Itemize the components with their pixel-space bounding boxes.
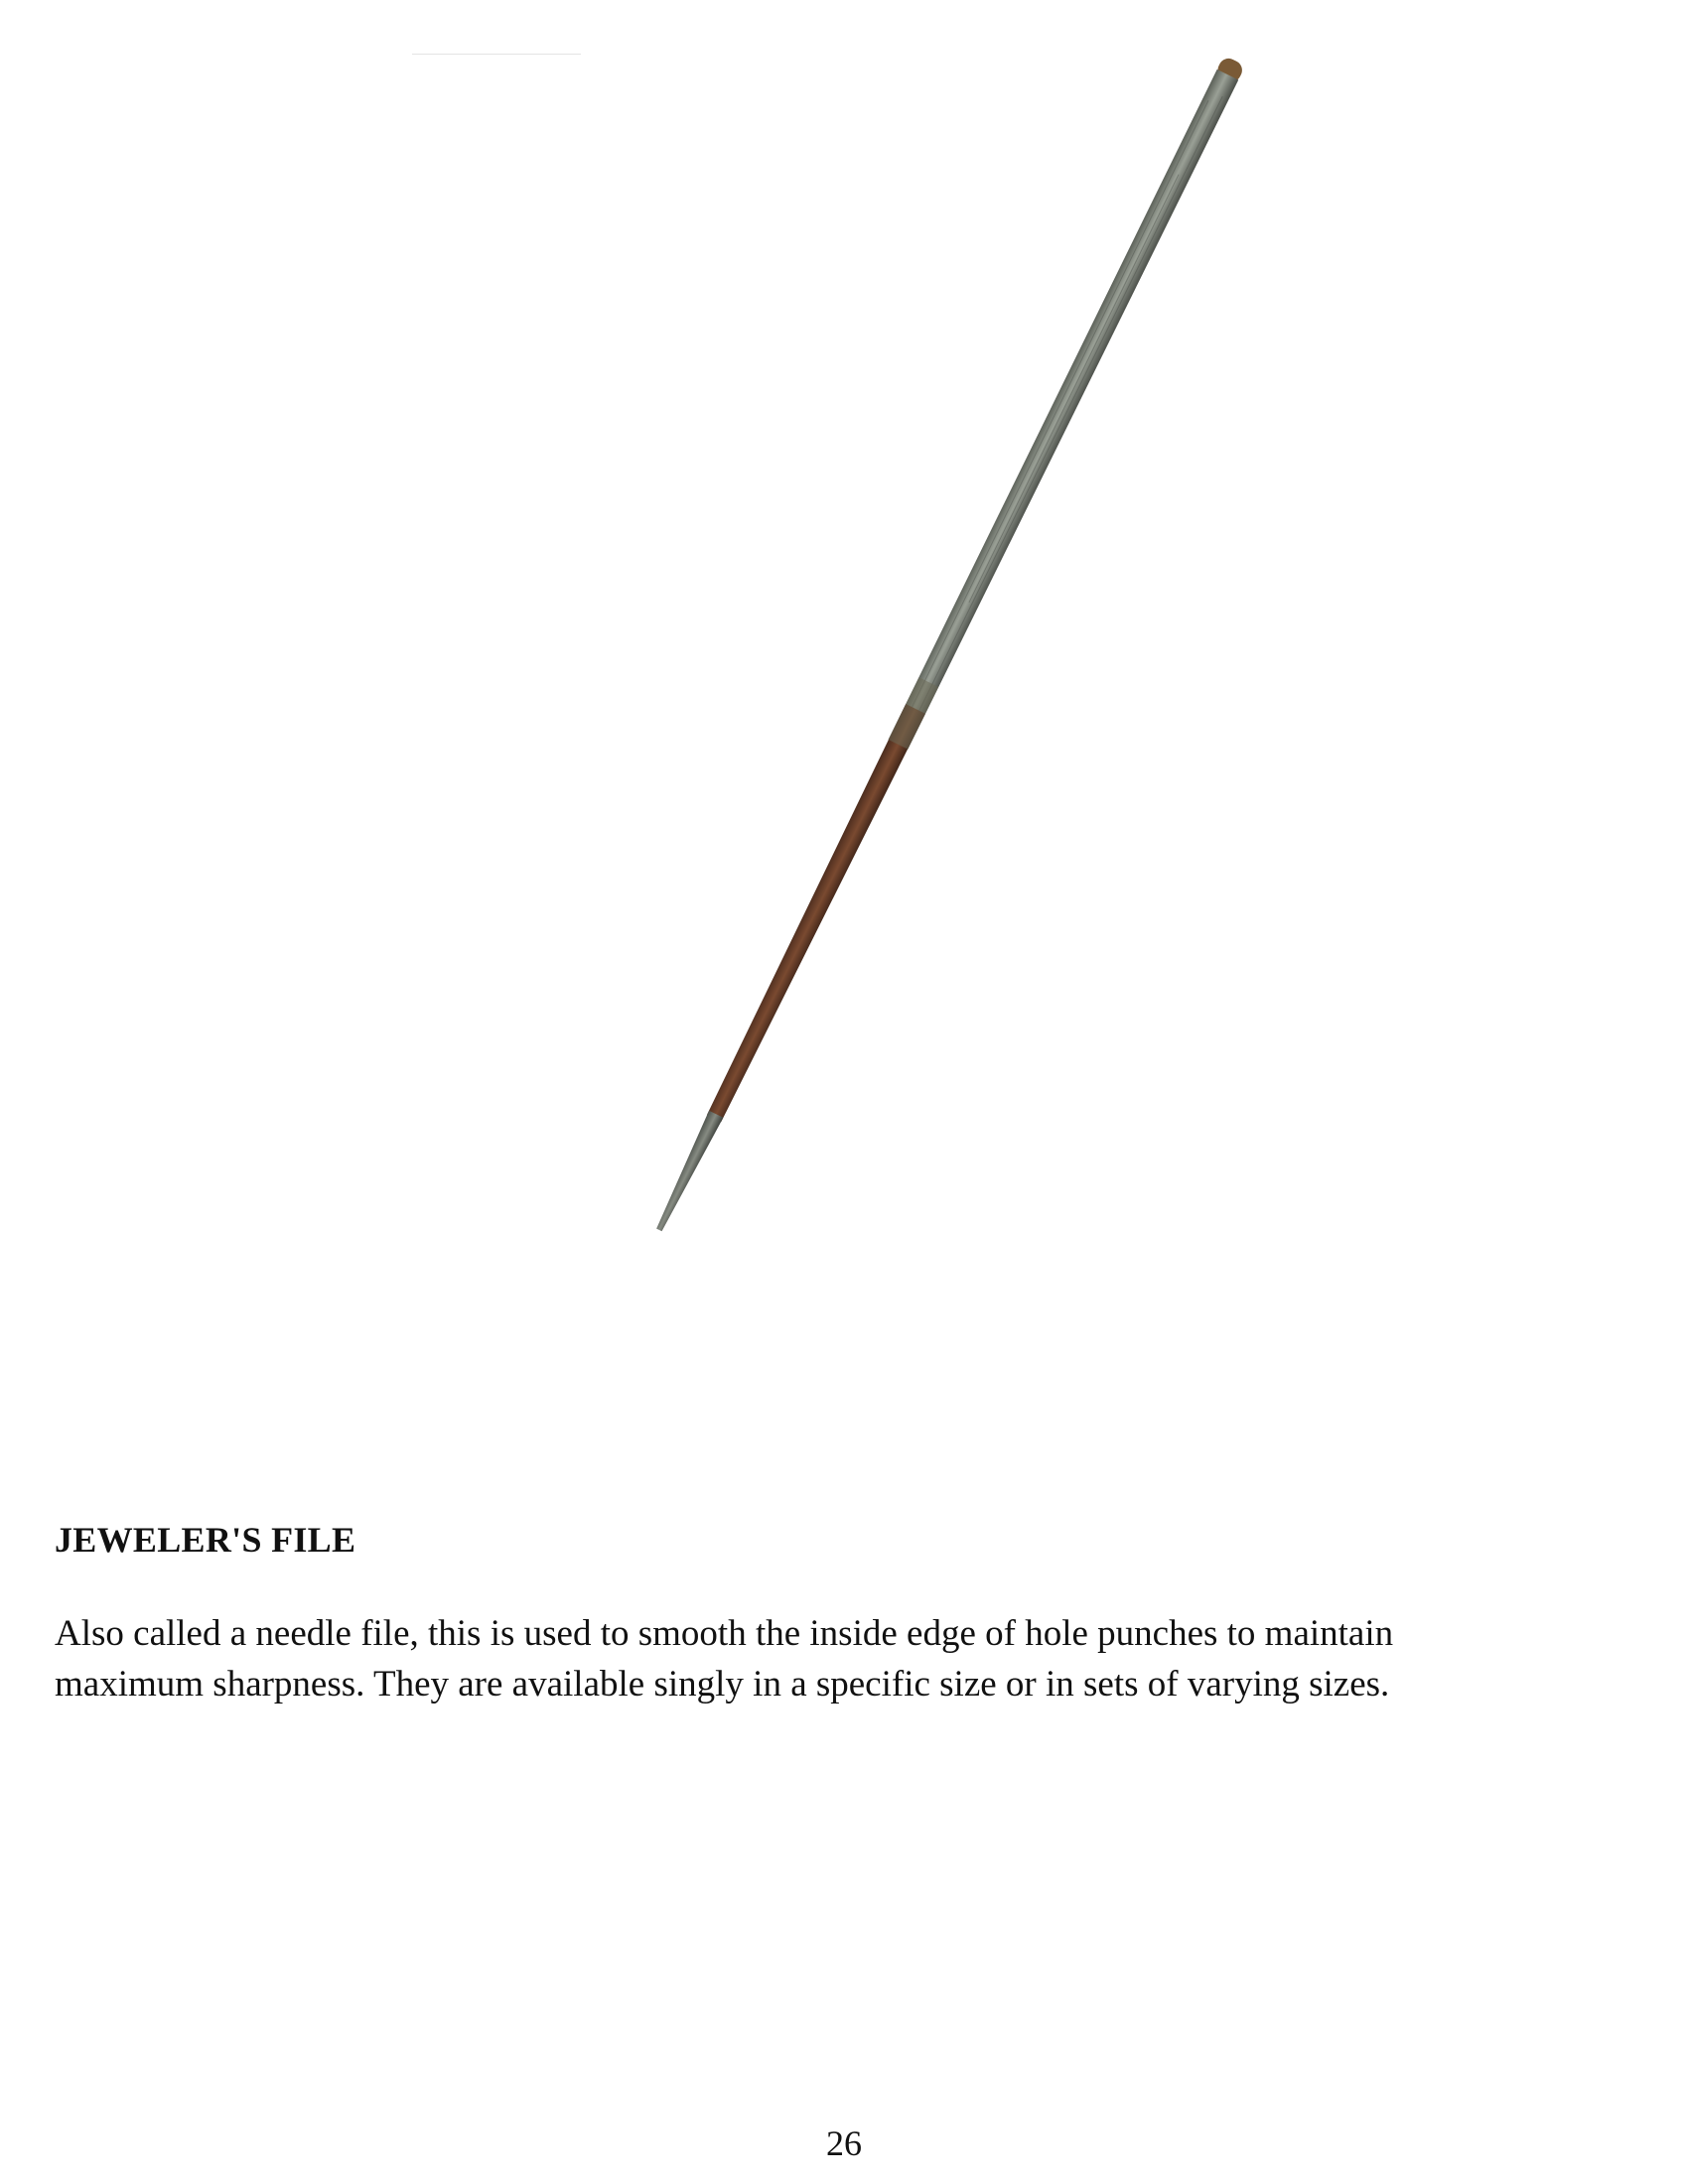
file-tip: [652, 1111, 724, 1234]
paragraph-line: Also called a needle file, this is used to smooth the inside edge of hole punches to maintain: [55, 1613, 1394, 1654]
section-heading: JEWELER'S FILE: [55, 1520, 356, 1560]
file-bronze-section: [704, 704, 925, 1123]
page-number: 26: [826, 2123, 862, 2163]
paragraph-line: maximum sharpness. They are available singly in a specific size or in sets of varying sizes.: [55, 1664, 1390, 1705]
file-body: [648, 56, 1245, 1236]
section-paragraph: [55, 1608, 1604, 1709]
